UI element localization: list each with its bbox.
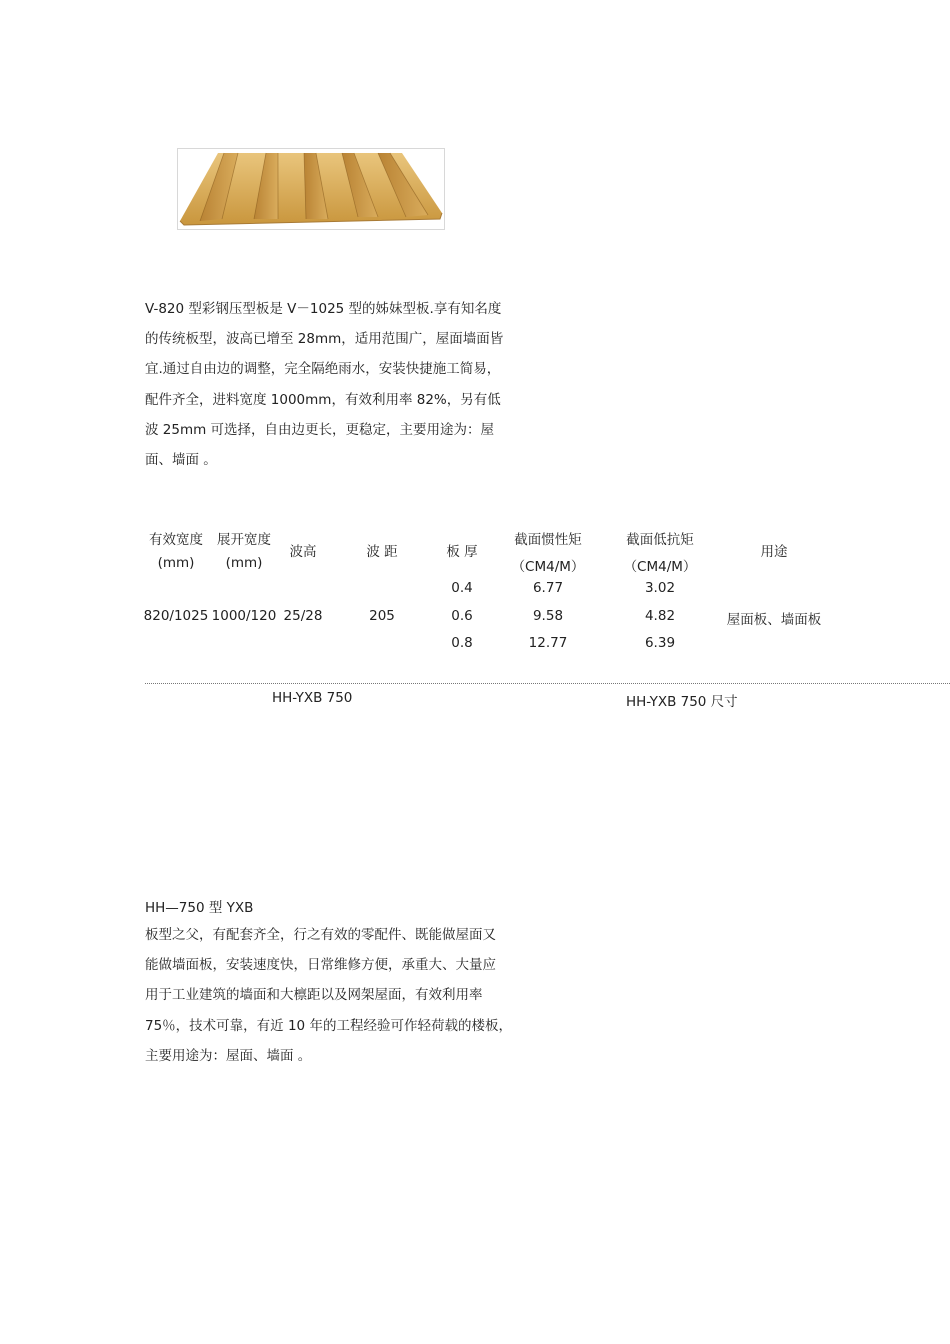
usage-value: 屋面板、墙面板 [726, 612, 822, 628]
paragraph-line: 用于工业建筑的墙面和大檩距以及网架屋面，有效利用率 [145, 987, 483, 1004]
paragraph-line: 的传统板型，波高已增至 28mm，适用范围广，屋面墙面皆 [145, 331, 504, 348]
wave-height-value: 25/28 [283, 608, 323, 624]
paragraph-line: V-820 型彩钢压型板是 V－1025 型的姊妹型板.享有知名度 [145, 301, 502, 317]
header-usage: 用途 [760, 544, 788, 560]
wave-pitch-value: 205 [369, 608, 395, 624]
header-thickness: 板 厚 [446, 544, 478, 560]
thickness-value: 0.8 [451, 635, 473, 651]
hh750-title: HH—750 型 YXB [145, 900, 254, 916]
paragraph-line: 配件齐全，进料宽度 1000mm，有效利用率 82%，另有低 [145, 391, 501, 408]
header-moment-inertia: 截面惯性矩 （CM4/M） [511, 532, 585, 575]
header-section-modulus: 截面低抗矩 （CM4/M） [623, 532, 697, 575]
paragraph-line: 面、墙面 。 [145, 451, 217, 468]
thickness-value: 0.6 [451, 608, 473, 624]
paragraph-line: 板型之父，有配套齐全，行之有效的零配件、既能做屋面又 [145, 927, 496, 943]
header-unfold-width: 展开宽度 (mm) [217, 532, 271, 571]
inertia-value: 6.77 [532, 580, 564, 596]
corrugated-panel-illustration [178, 149, 444, 229]
paragraph-line: 宜.通过自由边的调整，完全隔绝雨水，安装快捷施工简易， [145, 361, 501, 378]
effective-width-value: 820/1025 [143, 608, 209, 624]
modulus-value: 3.02 [644, 580, 676, 596]
inertia-value: 9.58 [532, 608, 564, 624]
header-wave-height: 波高 [289, 544, 317, 560]
paragraph-line: 主要用途为：屋面、墙面 。 [145, 1047, 312, 1064]
paragraph-line: 波 25mm 可选择，自由边更长，更稳定，主要用途为：屋 [145, 421, 495, 438]
steel-panel-image [177, 148, 445, 230]
caption-right: HH-YXB 750 尺寸 [626, 694, 738, 710]
v820-description [145, 294, 525, 475]
dotted-divider [145, 683, 950, 684]
header-effective-width: 有效宽度 (mm) [149, 532, 203, 571]
header-wave-pitch: 波 距 [366, 544, 398, 560]
modulus-value: 4.82 [644, 608, 676, 624]
modulus-value: 6.39 [644, 635, 676, 651]
unfold-width-value: 1000/120 [211, 608, 277, 624]
paragraph-line: 75％，技术可靠，有近 10 年的工程经验可作轻荷载的楼板， [145, 1017, 512, 1034]
hh750-description [145, 920, 525, 1071]
inertia-value: 12.77 [528, 635, 568, 651]
thickness-value: 0.4 [451, 580, 473, 596]
paragraph-line: 能做墙面板，安装速度快，日常维修方便，承重大、大量应 [145, 957, 496, 974]
caption-left: HH-YXB 750 [272, 690, 353, 706]
